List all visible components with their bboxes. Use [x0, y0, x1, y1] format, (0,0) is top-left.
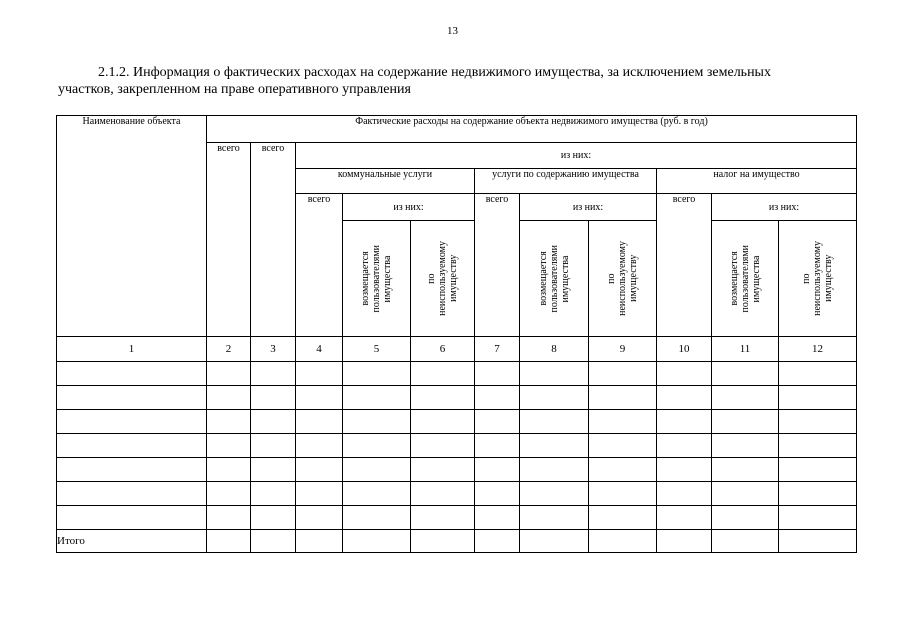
table-cell[interactable]: [475, 458, 520, 482]
total-row-label: Итого: [57, 530, 207, 553]
table-cell[interactable]: [657, 482, 712, 506]
table-cell[interactable]: [779, 506, 857, 530]
table-cell[interactable]: [411, 506, 475, 530]
table-cell[interactable]: [251, 386, 296, 410]
utilities-unused-label: по неиспользуемому имуществу: [426, 241, 459, 316]
table-cell[interactable]: [57, 482, 207, 506]
of-them-header: из них:: [296, 143, 857, 169]
table-cell[interactable]: [251, 506, 296, 530]
table-cell[interactable]: [251, 362, 296, 386]
table-cell[interactable]: [57, 410, 207, 434]
column-number: 8: [520, 337, 589, 362]
table-cell[interactable]: [589, 362, 657, 386]
table-cell[interactable]: [296, 530, 343, 553]
column-number-row: [57, 337, 857, 362]
column-number: 9: [589, 337, 657, 362]
table-cell[interactable]: [411, 458, 475, 482]
table-cell[interactable]: [296, 362, 343, 386]
table-cell[interactable]: [589, 506, 657, 530]
table-cell[interactable]: [779, 458, 857, 482]
object-name-header: Наименование объекта: [57, 116, 207, 337]
utilities-reimbursed-label: возмещается пользователями имущества: [360, 244, 393, 313]
table-cell[interactable]: [520, 434, 589, 458]
table-cell[interactable]: [411, 482, 475, 506]
table-cell[interactable]: [343, 482, 411, 506]
section-heading-line-2: участков, закрепленном на праве оперативного управления: [58, 82, 411, 97]
table-cell[interactable]: [207, 386, 251, 410]
table-cell[interactable]: [657, 458, 712, 482]
table-cell[interactable]: [296, 482, 343, 506]
table-cell[interactable]: [57, 386, 207, 410]
table-cell[interactable]: [779, 530, 857, 553]
table-cell[interactable]: [296, 386, 343, 410]
table-row: [57, 506, 857, 530]
section-heading-line-1: 2.1.2. Информация о фактических расходах на содержание недвижимого имущества, за исключением земельных: [98, 65, 771, 80]
table-row: [57, 458, 857, 482]
table-cell[interactable]: [57, 434, 207, 458]
table-cell[interactable]: [589, 434, 657, 458]
utilities-unused-header: [411, 221, 475, 337]
table-cell[interactable]: [475, 434, 520, 458]
table-cell[interactable]: [296, 506, 343, 530]
tax-reimbursed-label: возмещается пользователями имущества: [728, 244, 762, 313]
table-cell[interactable]: [411, 434, 475, 458]
table-cell[interactable]: [296, 410, 343, 434]
table-cell[interactable]: [779, 482, 857, 506]
tax-reimbursed-header: [712, 221, 779, 337]
table-cell[interactable]: [779, 410, 857, 434]
column-number: 4: [296, 337, 343, 362]
table-cell[interactable]: [475, 530, 520, 553]
table-cell[interactable]: [779, 434, 857, 458]
column-number: 11: [712, 337, 779, 362]
table-cell[interactable]: [520, 482, 589, 506]
table-cell[interactable]: [475, 482, 520, 506]
table-cell[interactable]: [657, 434, 712, 458]
table-cell[interactable]: [520, 362, 589, 386]
maintenance-total-header: всего: [475, 194, 520, 337]
table-cell[interactable]: [712, 458, 779, 482]
table-body: [57, 337, 857, 553]
table-cell[interactable]: [343, 506, 411, 530]
table-cell[interactable]: [411, 530, 475, 553]
table-cell[interactable]: [712, 362, 779, 386]
table-cell[interactable]: [343, 386, 411, 410]
table-cell[interactable]: [475, 410, 520, 434]
tax-unused-label: по неиспользуемому имуществу: [801, 241, 834, 316]
total-header-1: всего: [207, 143, 251, 337]
table-cell[interactable]: [343, 410, 411, 434]
property-tax-header: налог на имущество: [657, 169, 857, 194]
table-cell[interactable]: [589, 482, 657, 506]
table-cell[interactable]: [411, 362, 475, 386]
table-cell[interactable]: [207, 362, 251, 386]
table-cell[interactable]: [296, 458, 343, 482]
maintenance-of-them-header: из них:: [520, 194, 657, 221]
table-cell[interactable]: [779, 386, 857, 410]
table-cell[interactable]: [589, 530, 657, 553]
table-cell[interactable]: [251, 458, 296, 482]
table-cell[interactable]: [657, 530, 712, 553]
column-number: 1: [57, 337, 207, 362]
table-cell[interactable]: [475, 386, 520, 410]
utilities-of-them-header: из них:: [343, 194, 475, 221]
table-cell[interactable]: [207, 458, 251, 482]
table-row: [57, 386, 857, 410]
table-cell[interactable]: [520, 530, 589, 553]
table-cell[interactable]: [343, 362, 411, 386]
table-cell[interactable]: [57, 458, 207, 482]
table-cell[interactable]: [343, 434, 411, 458]
total-row: [57, 530, 857, 553]
column-number: 12: [779, 337, 857, 362]
section-heading: [58, 64, 854, 98]
tax-unused-header: [779, 221, 857, 337]
table-cell[interactable]: [207, 434, 251, 458]
table-cell[interactable]: [712, 410, 779, 434]
table-cell[interactable]: [589, 386, 657, 410]
column-number: 3: [251, 337, 296, 362]
table-cell[interactable]: [712, 530, 779, 553]
table-cell[interactable]: [251, 410, 296, 434]
table-row: [57, 482, 857, 506]
table-cell[interactable]: [657, 506, 712, 530]
column-number: 10: [657, 337, 712, 362]
maintenance-unused-header: [589, 221, 657, 337]
table-cell[interactable]: [207, 506, 251, 530]
maintenance-reimbursed-header: [520, 221, 589, 337]
page-number: 13: [447, 25, 458, 37]
table-cell[interactable]: [251, 434, 296, 458]
maintenance-services-header: услуги по содержанию имущества: [475, 169, 657, 194]
table-row: [57, 410, 857, 434]
table-cell[interactable]: [251, 530, 296, 553]
column-number: 5: [343, 337, 411, 362]
table-cell[interactable]: [657, 410, 712, 434]
table-cell[interactable]: [657, 386, 712, 410]
table-cell[interactable]: [57, 362, 207, 386]
table-row: [57, 434, 857, 458]
column-number: 2: [207, 337, 251, 362]
table-cell[interactable]: [57, 506, 207, 530]
table-cell[interactable]: [520, 458, 589, 482]
table-cell[interactable]: [207, 482, 251, 506]
table-cell[interactable]: [712, 434, 779, 458]
table-cell[interactable]: [520, 506, 589, 530]
utilities-total-header: всего: [296, 194, 343, 337]
maintenance-unused-label: по неиспользуемому имуществу: [606, 241, 639, 316]
tax-of-them-header: из них:: [712, 194, 857, 221]
table-cell[interactable]: [343, 458, 411, 482]
table-cell[interactable]: [411, 410, 475, 434]
table-cell[interactable]: [343, 530, 411, 553]
table-cell[interactable]: [296, 434, 343, 458]
table-row: [57, 362, 857, 386]
table-cell[interactable]: [712, 506, 779, 530]
table-cell[interactable]: [779, 362, 857, 386]
column-number: 6: [411, 337, 475, 362]
utilities-reimbursed-header: [343, 221, 411, 337]
table-cell[interactable]: [589, 410, 657, 434]
table-cell[interactable]: [207, 410, 251, 434]
total-header-2: всего: [251, 143, 296, 337]
table-cell[interactable]: [589, 458, 657, 482]
column-number: 7: [475, 337, 520, 362]
utilities-header: коммунальные услуги: [296, 169, 475, 194]
table-cell[interactable]: [475, 362, 520, 386]
table-cell[interactable]: [520, 386, 589, 410]
expenses-table: [56, 115, 857, 553]
table-cell[interactable]: [411, 386, 475, 410]
table-cell[interactable]: [251, 482, 296, 506]
table-cell[interactable]: [207, 530, 251, 553]
table-cell[interactable]: [712, 482, 779, 506]
table-cell[interactable]: [475, 506, 520, 530]
table-cell[interactable]: [520, 410, 589, 434]
maintenance-reimbursed-label: возмещается пользователями имущества: [537, 244, 571, 313]
tax-total-header: всего: [657, 194, 712, 337]
table-cell[interactable]: [657, 362, 712, 386]
table-cell[interactable]: [712, 386, 779, 410]
actual-expenses-header: Фактические расходы на содержание объекта недвижимого имущества (руб. в год): [207, 116, 857, 143]
